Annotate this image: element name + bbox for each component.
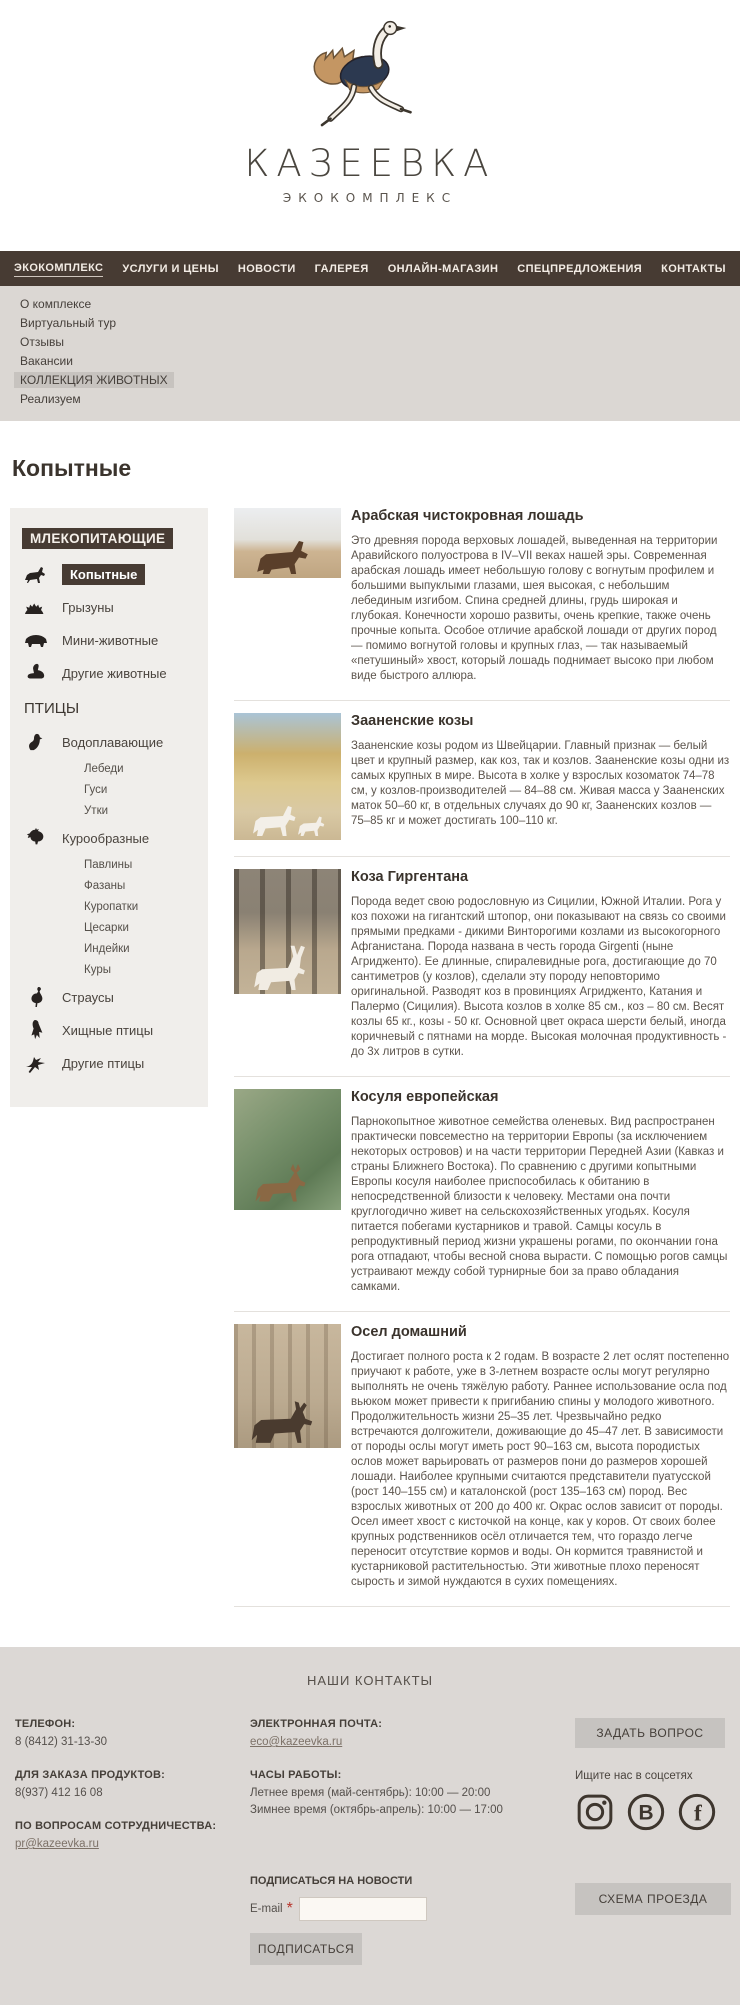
sidebar-item-other-birds[interactable]: Другие птицы	[20, 1050, 208, 1076]
submenu-animal-collection[interactable]: КОЛЛЕКЦИЯ ЖИВОТНЫХ	[20, 371, 740, 390]
sidebar-item-birds-of-prey[interactable]: Хищные птицы	[20, 1017, 208, 1043]
girgentana-goat-photo	[234, 869, 341, 994]
sidebar-header-mammals: МЛЕКОПИТАЮЩИЕ	[22, 528, 173, 549]
hours-winter: Зимнее время (октябрь-апрель): 10:00 — 17:00	[250, 1804, 503, 1816]
animal-entry-domestic-donkey	[234, 1312, 730, 1607]
rabbit-icon	[20, 661, 52, 685]
animal-list	[234, 508, 730, 1607]
order-phone-number: 8(937) 412 16 08	[15, 1787, 103, 1799]
ostrich-logo-illustration	[290, 12, 450, 140]
subscribe-email-input[interactable]	[299, 1897, 427, 1921]
sidebar-item-guinea-fowl[interactable]: Цесарки	[84, 922, 129, 934]
animal-description: Достигает полного роста к 2 годам. В возрасте 2 лет ослят постепенно приучают к работе, уже в 3-летнем возрасте ослы могут регулярно выполнять не очень тяжёлую работу. Раннее использование осла под вьюком может привести к пригибанию спины у молодого животного. Продолжительность жизни 25–35 лет. Чрезвычайно редко встречаются долгожители, доживающие до 45–47 лет. В зависимости от породы ослы могут иметь рост 90–163 см, высота породистых ослов может варьировать от размеров пони до размеров хорошей лошади. Наиболее крупными считаются представители пуатусской (рост 140–155 см) и каталонской (рост 135–163 см) пород. Вес взрослых животных от 200 до 400 кг. Окрас ослов зависит от породы. Осел имеет хвост с кисточкой на конце, как у коров. От своих более крупных родственников осёл отличается тем, что гораздо легче переносит отсутствие кормов и воды. Он кормится травянистой и кустарниковой растительностью. Эти животные плохо переносят сырость и зимой нуждаются в сухих помещениях.	[351, 1351, 730, 1588]
svg-text:f: f	[693, 1800, 702, 1827]
hours-label: ЧАСЫ РАБОТЫ:	[250, 1769, 342, 1781]
animal-title: Зааненские козы	[351, 713, 474, 729]
svg-text:В: В	[638, 1801, 654, 1825]
cooperation-label: ПО ВОПРОСАМ СОТРУДНИЧЕСТВА:	[15, 1820, 217, 1832]
main-content	[0, 455, 740, 1607]
facebook-icon[interactable]	[677, 1792, 717, 1832]
nav-gallery[interactable]: ГАЛЕРЕЯ	[314, 262, 369, 275]
porcupine-icon	[20, 595, 52, 619]
sidebar-item-ostriches[interactable]: Страусы	[20, 984, 208, 1010]
nav-contacts[interactable]: КОНТАКТЫ	[661, 262, 726, 275]
site-footer	[0, 1647, 740, 2005]
nav-ecocomplex[interactable]: ЭКОКОМПЛЕКС	[14, 260, 103, 277]
sidebar-item-swans[interactable]: Лебеди	[84, 763, 124, 775]
submenu-reviews[interactable]: Отзывы	[20, 335, 64, 349]
footer-col-actions	[575, 1718, 725, 1832]
sidebar-item-chickens[interactable]: Куры	[84, 964, 111, 976]
domestic-donkey-photo	[234, 1324, 341, 1448]
duck-icon	[20, 730, 52, 754]
horse-icon	[20, 562, 52, 586]
sidebar-item-pheasants[interactable]: Фазаны	[84, 880, 126, 892]
submenu-for-sale[interactable]: Реализуем	[20, 392, 81, 406]
animal-entry-roe-deer	[234, 1077, 730, 1312]
sidebar-item-ducks[interactable]: Утки	[84, 805, 109, 817]
footer-heading: НАШИ КОНТАКТЫ	[306, 1673, 434, 1688]
subscribe-block	[250, 1875, 575, 1965]
submenu-virtual-tour[interactable]: Виртуальный тур	[20, 316, 116, 330]
email-label: ЭЛЕКТРОННАЯ ПОЧТА:	[250, 1718, 383, 1730]
animal-description: Порода ведет свою родословную из Сицилии, Южной Италии. Рога у коз похожи на гигантский штопор, они показывают на связь со своими прямыми предками - дикими Винторогими козлами из высокогорного Афганистана. Порода названа в честь города Girgenti (ныне Агридженто). Ее длинные, спиралевидные рога, достигающие до 70 сантиметров (у козлов), сделали эту породу неповторимо оригинальной. Разводят коз в провинциях Агридженто, Катания и Палермо (Сицилия). Высота козлов в холке 85 см., коз – 80 см. Весят козлы 65 кг., козы - 50 кг. Основной цвет окраса шерсти белый, иногда коричневый с пятнами на морде. Высокая молочная продуктивность - до 3х литров в сутки.	[351, 896, 727, 1058]
hours-summer: Летнее время (май-сентябрь): 10:00 — 20:00	[250, 1787, 491, 1799]
directions-map-button[interactable]: СХЕМА ПРОЕЗДА	[575, 1883, 731, 1915]
sidebar-item-turkeys[interactable]: Индейки	[84, 943, 130, 955]
animal-entry-saanen-goats	[234, 701, 730, 857]
phone-number: 8 (8412) 31-13-30	[15, 1736, 108, 1748]
animal-entry-arabian-horse	[234, 508, 730, 701]
animal-description: Это древняя порода верховых лошадей, выведенная на территории Аравийского полуострова в IV–VII веках нашей эры. Современная арабская лошадь имеет небольшую голову с вогнутым профилем и большими выпуклыми глазами, шея высокая, с небольшим лебединым изгибом. Спина средней длины, грудь широкая и глубокая. Конечности хорошо развиты, очень крепкие, также очень прочные копыта. Особое отличие арабской лошади от других пород — помимо вогнутой головы и крупных глаз, — так называемый «петушиный» хвост, который лошадь поднимает высоко при любом виде быстрого аллюра.	[351, 535, 718, 682]
animal-title: Осел домашний	[351, 1324, 467, 1340]
brand-name: КАЗЕЕВКА	[244, 142, 496, 185]
submenu	[0, 286, 740, 421]
nav-news[interactable]: НОВОСТИ	[237, 262, 296, 275]
animal-title: Коза Гиргентана	[351, 869, 469, 885]
sidebar-header-birds: ПТИЦЫ	[24, 700, 80, 717]
brand-subtitle: ЭКОКОМПЛЕКС	[282, 191, 458, 205]
animal-title: Арабская чистокровная лошадь	[351, 508, 584, 524]
bird-icon	[20, 1051, 52, 1075]
subscribe-heading: ПОДПИСАТЬСЯ НА НОВОСТИ	[250, 1875, 413, 1887]
ask-question-button[interactable]: ЗАДАТЬ ВОПРОС	[575, 1718, 725, 1748]
main-nav	[0, 251, 740, 286]
sidebar-item-mini-animals[interactable]: Мини-животные	[20, 627, 208, 653]
animal-entry-girgentana-goat	[234, 857, 730, 1077]
vk-icon[interactable]	[626, 1792, 666, 1832]
raptor-icon	[20, 1018, 52, 1042]
animal-title: Косуля европейская	[351, 1089, 499, 1105]
nav-shop[interactable]: ОНЛАЙН-МАГАЗИН	[387, 262, 499, 275]
submenu-about[interactable]: О комплексе	[20, 297, 92, 311]
page-title: Копытные	[12, 455, 132, 481]
site-header	[0, 0, 740, 251]
animal-description: Зааненские козы родом из Швейцарии. Главный признак — белый цвет и крупный размер, как коз, так и козлов. Зааненские козы одни из самых крупных в мире. Высота в холке у взрослых козоматок 74–78 см, у козлов-производителей — 84–88 см. Живая масса у Зааненских маток 50–60 кг, в отдельных случаях до 90 кг, Зааненских козлов — 75–85 кг и может достигать 100–110 кг.	[351, 740, 730, 827]
email-field-label: E-mail	[250, 1903, 283, 1915]
animal-categories-sidebar	[10, 508, 208, 1107]
phone-label: ТЕЛЕФОН:	[15, 1718, 76, 1730]
ostrich-icon	[20, 985, 52, 1009]
cooperation-email-link[interactable]: pr@kazeevka.ru	[15, 1838, 99, 1850]
email-link[interactable]: eco@kazeevka.ru	[250, 1736, 343, 1748]
social-label: Ищите нас в соцсетях	[575, 1770, 693, 1782]
footer-col-email-hours	[250, 1718, 575, 1837]
submenu-vacancies[interactable]: Вакансии	[20, 354, 73, 368]
subscribe-button[interactable]: ПОДПИСАТЬСЯ	[250, 1933, 362, 1965]
saanen-goats-photo	[234, 713, 341, 840]
roe-deer-photo	[234, 1089, 341, 1210]
sidebar-item-other-animals[interactable]: Другие животные	[20, 660, 208, 686]
order-phone-label: ДЛЯ ЗАКАЗА ПРОДУКТОВ:	[15, 1769, 166, 1781]
sidebar-item-partridges[interactable]: Куропатки	[84, 901, 139, 913]
sidebar-item-peacocks[interactable]: Павлины	[84, 859, 133, 871]
pig-icon	[20, 628, 52, 652]
nav-specials[interactable]: СПЕЦПРЕДЛОЖЕНИЯ	[517, 262, 643, 275]
arabian-horse-photo	[234, 508, 341, 578]
nav-services[interactable]: УСЛУГИ И ЦЕНЫ	[122, 262, 219, 275]
sidebar-item-rodents[interactable]: Грызуны	[20, 594, 208, 620]
sidebar-item-hoofed[interactable]: Копытные	[20, 561, 208, 587]
rooster-icon	[20, 826, 52, 850]
sidebar-item-geese[interactable]: Гуси	[84, 784, 108, 796]
required-asterisk: *	[286, 1900, 293, 1917]
footer-col-phones	[15, 1718, 250, 1871]
animal-description: Парнокопытное животное семейства оленевых. Вид распространен практически повсеместно на территории Европы (за исключением некоторых островов) и на части территории Передней Азии (Кавказ и страны Ближнего Востока). По сравнению с другими копытными Европы косуля наиболее приспособилась к обитанию в непосредственной близости к человеку. Местами она почти круглогодично живет на сельскохозяйственных угодьях. Косуля питается побегами кустарников и травой. Самцы косуль в репродуктивный период жизни украшены рогами, по окончании гона рога отпадают, чтобы весной снова вырасти. С помощью рогов самцы устраивают между собой турнирные бои за право обладания самками.	[351, 1116, 728, 1293]
sidebar-item-galliformes[interactable]: Курообразные	[20, 825, 208, 851]
instagram-icon[interactable]	[575, 1792, 615, 1832]
sidebar-item-waterfowl[interactable]: Водоплавающие	[20, 729, 208, 755]
